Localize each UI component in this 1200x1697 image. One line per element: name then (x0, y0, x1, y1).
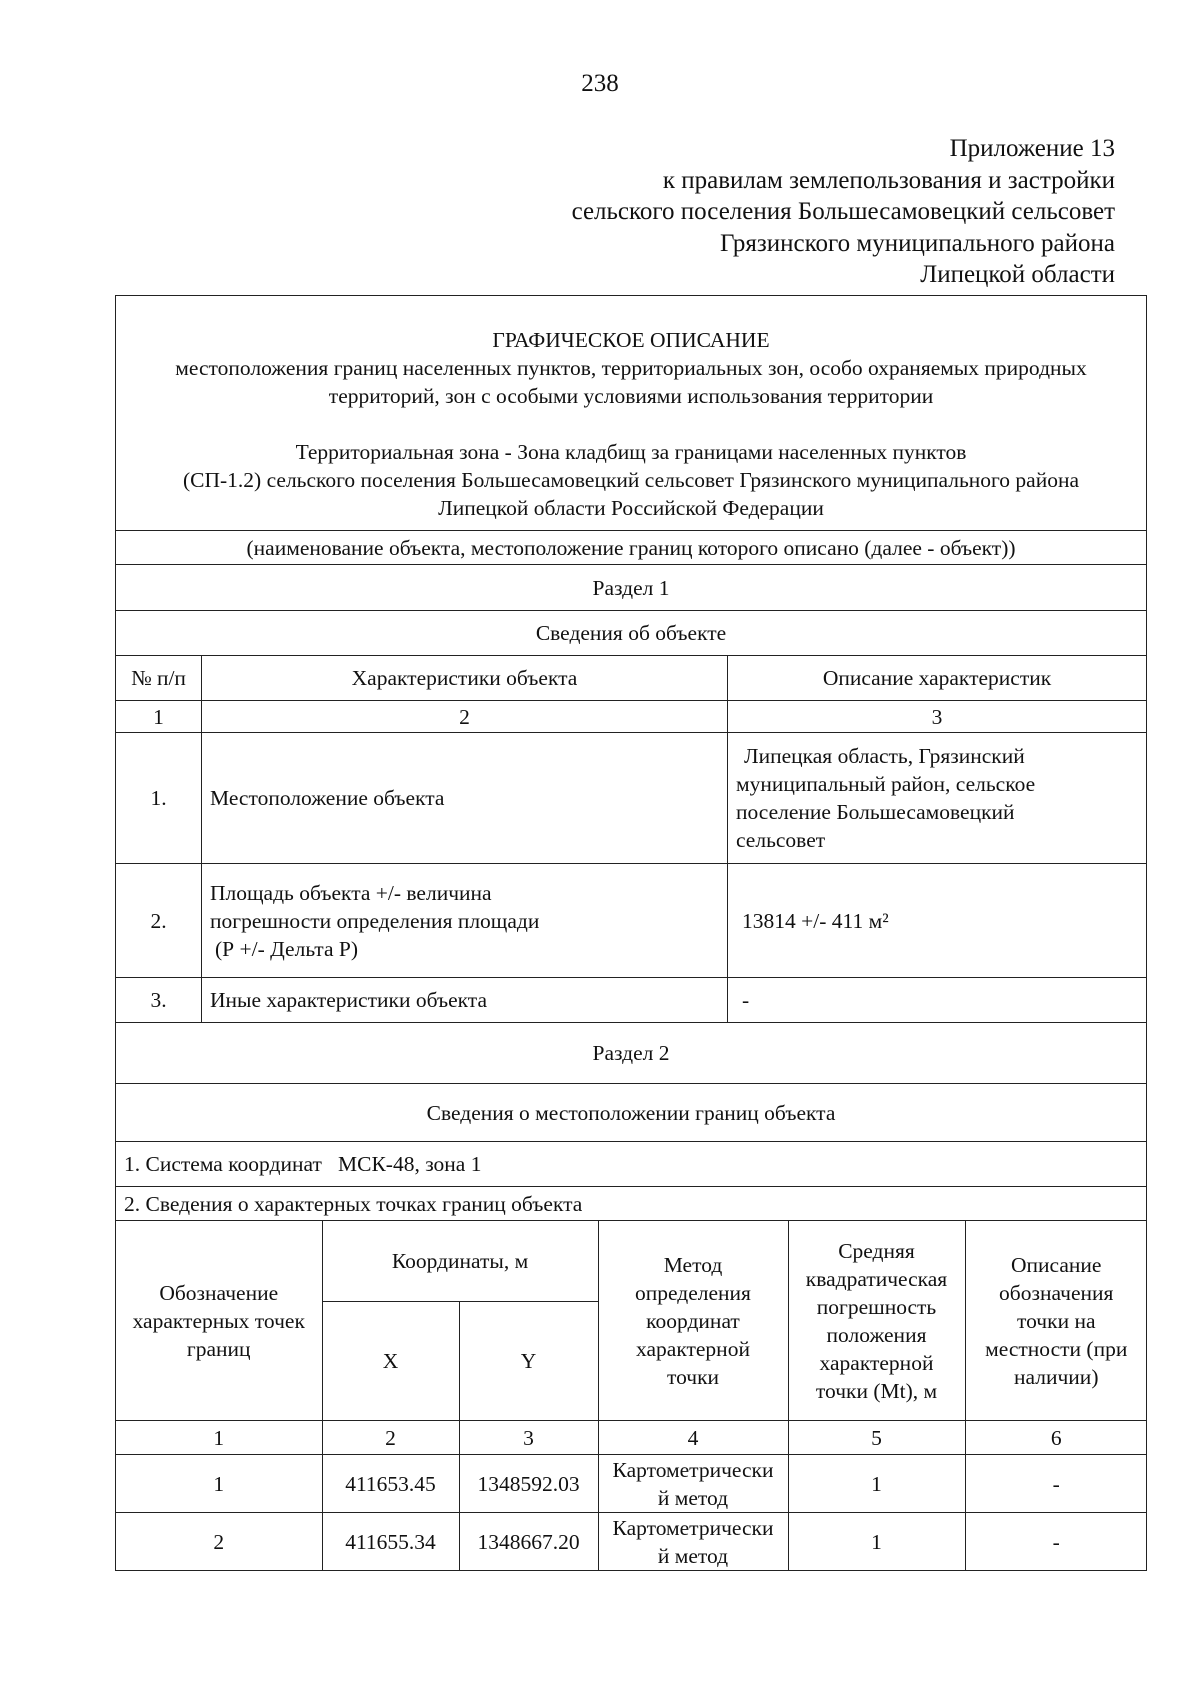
column-header-description: Описание характеристик (728, 656, 1147, 701)
description-text: поселение Большесамовецкий (736, 800, 1015, 824)
description-cell (728, 978, 1147, 1023)
column-number: 6 (965, 1421, 1147, 1455)
section1-subtitle: Сведения об объекте (116, 611, 1147, 656)
section2-subtitle: Сведения о местоположении границ объекта (116, 1084, 1147, 1142)
points-title: 2. Сведения о характерных точках границ объекта (116, 1187, 1147, 1221)
description-text: 13814 +/- 411 м² (742, 908, 889, 933)
column-number: 1 (116, 701, 202, 733)
characteristic-text: Иные характеристики объекта (210, 988, 488, 1012)
point-description: - (965, 1455, 1147, 1513)
points-header-method: Метод определения координат характерной точки (598, 1221, 788, 1421)
column-header-characteristic: Характеристики объекта (202, 656, 728, 701)
document-subtitle-line: местоположения границ населенных пунктов, территориальных зон, особо охраняемых природных (175, 356, 1087, 380)
description-text: муниципальный район, сельское (736, 772, 1036, 796)
points-table (116, 1221, 1147, 1570)
point-id: 2 (116, 1513, 322, 1571)
column-number: 2 (322, 1421, 459, 1455)
object-name-line: Территориальная зона - Зона кладбищ за границами населенных пунктов (295, 440, 967, 464)
table-row (116, 978, 1147, 1023)
points-header-designation: Обозначение характерных точек границ (116, 1221, 322, 1421)
column-header-num: № п/п (116, 656, 202, 701)
characteristic-cell (202, 864, 728, 978)
column-number: 4 (598, 1421, 788, 1455)
table-row (116, 864, 1147, 978)
point-method: Картометрически й метод (598, 1513, 788, 1571)
row-number: 3. (116, 978, 202, 1023)
description-text: сельсовет (736, 828, 826, 852)
point-y: 1348667.20 (459, 1513, 598, 1571)
characteristic-text: Местоположение объекта (210, 786, 445, 810)
points-header-description: Описание обозначения точки на местности (при наличии) (965, 1221, 1147, 1421)
appendix-line: Приложение 13 (949, 135, 1115, 162)
point-description: - (965, 1513, 1147, 1571)
points-section (116, 1221, 1147, 1571)
row-number: 1. (116, 733, 202, 864)
points-header-error: Средняя квадратическая погрешность положения характерной точки (Mt), м (788, 1221, 965, 1421)
characteristic-cell (202, 978, 728, 1023)
column-number: 5 (788, 1421, 965, 1455)
column-number: 2 (202, 701, 728, 733)
object-name-line: (СП-1.2) сельского поселения Большесамовецкий сельсовет Грязинского муниципального района (183, 468, 1080, 492)
graphic-description-table (115, 295, 1147, 1571)
point-error: 1 (788, 1455, 965, 1513)
appendix-line: Грязинского муниципального района (720, 229, 1115, 257)
table-row (116, 1513, 1147, 1571)
document-title: ГРАФИЧЕСКОЕ ОПИСАНИЕ (492, 328, 770, 352)
appendix-block (572, 133, 1115, 291)
appendix-line: Липецкой области (920, 261, 1115, 288)
description-cell (728, 733, 1147, 864)
characteristic-cell (202, 733, 728, 864)
document-subtitle-line: территорий, зон с особыми условиями использования территории (328, 384, 934, 408)
column-number: 3 (728, 701, 1147, 733)
appendix-line: сельского поселения Большесамовецкий сельсовет (571, 198, 1115, 225)
points-header-y: Y (459, 1302, 598, 1421)
coordinate-system: 1. Система координат МСК-48, зона 1 (116, 1142, 1147, 1187)
section1-title: Раздел 1 (116, 565, 1147, 611)
point-method: Картометрически й метод (598, 1455, 788, 1513)
document-header (116, 296, 1147, 531)
column-number: 3 (459, 1421, 598, 1455)
characteristic-text: Площадь объекта +/- величина (210, 880, 492, 905)
row-number: 2. (116, 864, 202, 978)
object-caption: (наименование объекта, местоположение границ которого описано (далее - объект)) (116, 531, 1147, 565)
description-text: Липецкая область, Грязинский (744, 744, 1025, 768)
point-error: 1 (788, 1513, 965, 1571)
object-name-line: Липецкой области Российской Федерации (438, 496, 824, 520)
characteristic-text: погрешности определения площади (210, 908, 540, 933)
point-x: 411655.34 (322, 1513, 459, 1571)
characteristic-text: (Р +/- Дельта Р) (215, 936, 359, 961)
points-header-coordinates: Координаты, м (322, 1221, 598, 1302)
appendix-line: к правилам землепользования и застройки (662, 166, 1115, 194)
page-number: 238 (581, 70, 619, 97)
table-row (116, 733, 1147, 864)
table-row (116, 1455, 1147, 1513)
points-header-x: X (322, 1302, 459, 1421)
column-number: 1 (116, 1421, 322, 1455)
point-x: 411653.45 (322, 1455, 459, 1513)
point-y: 1348592.03 (459, 1455, 598, 1513)
point-id: 1 (116, 1455, 322, 1513)
description-text: - (742, 988, 750, 1012)
description-cell (728, 864, 1147, 978)
section2-title: Раздел 2 (116, 1023, 1147, 1084)
